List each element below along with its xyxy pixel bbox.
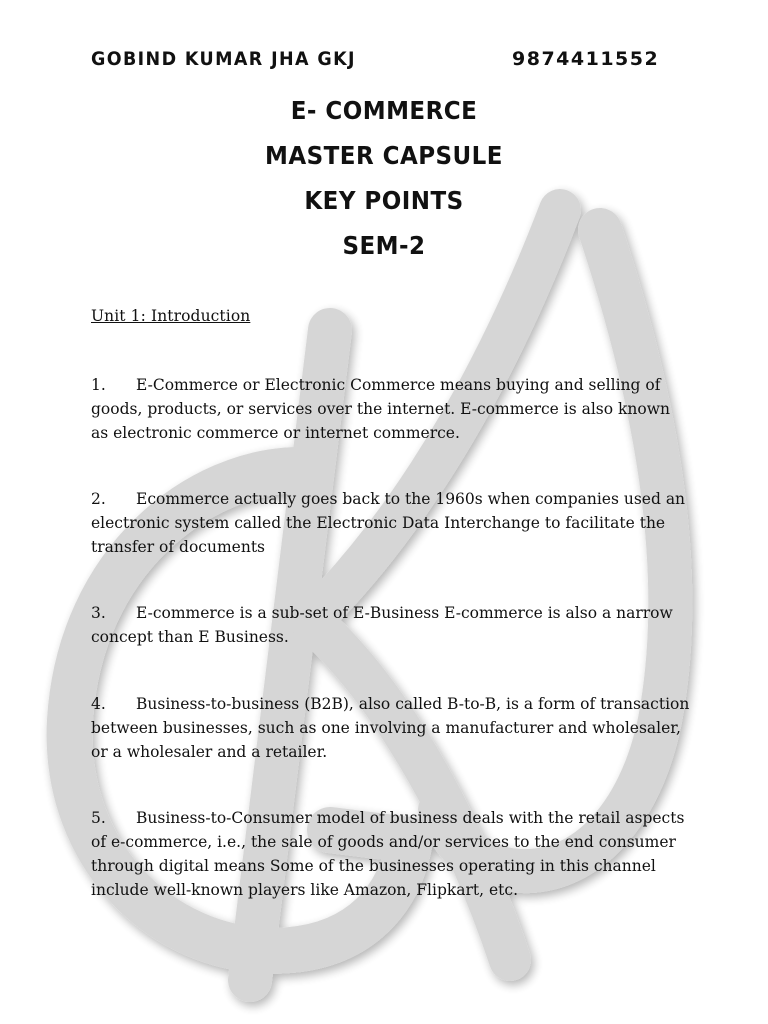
title-line-semester: SEM-2 xyxy=(342,231,426,260)
point-number: 4. xyxy=(91,695,106,713)
point-number: 3. xyxy=(91,604,106,622)
header-author-name: GOBIND KUMAR JHA GKJ xyxy=(91,48,356,70)
key-point-5 xyxy=(91,806,691,902)
title-line-master-capsule: MASTER CAPSULE xyxy=(265,141,503,170)
key-point-4 xyxy=(91,692,691,764)
title-line-ecommerce: E- COMMERCE xyxy=(290,96,478,125)
point-text: Business-to-Consumer model of business deals with the retail aspects of e-commerce, i.e., the sale of goods and/or services to the end consumer through digital means Some of the businesses operating in this channel include well-known players like Amazon, Flipkart, etc. xyxy=(91,809,685,899)
key-point-2 xyxy=(91,487,691,559)
point-number: 5. xyxy=(91,809,106,827)
key-point-3 xyxy=(91,601,691,649)
point-number: 1. xyxy=(91,376,106,394)
document-titles xyxy=(0,88,768,268)
document-body xyxy=(91,304,691,899)
header-phone-number: 9874411552 xyxy=(512,48,660,70)
point-text: E-Commerce or Electronic Commerce means buying and selling of goods, products, or services over the internet. E-commerce is also known as electronic commerce or internet commerce. xyxy=(91,376,670,442)
point-text: E-commerce is a sub-set of E-Business E-commerce is also a narrow concept than E Business. xyxy=(91,604,673,646)
point-number: 2. xyxy=(91,490,106,508)
title-line-key-points: KEY POINTS xyxy=(304,186,464,215)
point-text: Ecommerce actually goes back to the 1960s when companies used an electronic system called the Electronic Data Interchange to facilitate the transfer of documents xyxy=(91,490,686,556)
key-point-1 xyxy=(91,373,691,445)
point-text: Business-to-business (B2B), also called B-to-B, is a form of transaction between businesses, such as one involving a manufacturer and wholesaler, or a wholesaler and a retailer. xyxy=(91,695,690,761)
unit-heading: Unit 1: Introduction xyxy=(91,307,251,325)
